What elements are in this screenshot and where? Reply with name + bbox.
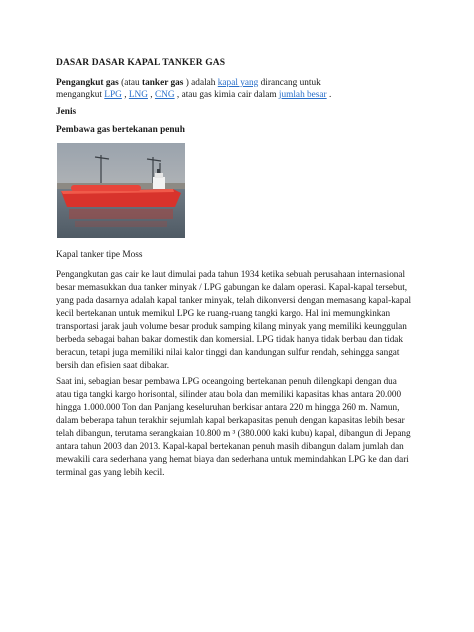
paragraph-2: [56, 375, 411, 479]
intro-line-1: [56, 77, 321, 89]
intro-text: ) adalah: [183, 78, 218, 88]
paragraph-line: antara tahun 2003 dan 2013. Kapal-kapal bertekanan penuh masih dibangun dalam jumlah dan: [56, 441, 404, 451]
link-kapal-yang[interactable]: kapal yang: [217, 78, 259, 88]
intro-text: mengangkut: [56, 90, 105, 100]
term-tanker-gas: tanker gas: [142, 78, 184, 88]
tanker-photo: [57, 143, 185, 238]
paragraph-line: hingga 1.000.000 Ton dan Panjang keseluruhan berkisar antara 220 m hingga 260 m. Namun,: [56, 402, 400, 412]
paragraph-line: beracun, tetapi juga memiliki nilai kalor tinggi dan kandungan sulfur rendah, sehingga sangat: [56, 347, 400, 357]
heading-jenis: Jenis: [56, 107, 77, 117]
paragraph-line: besar memasukkan dua tanker minyak / LPG gabungan ke dalam operasi. Kapal-kapal tersebut,: [56, 282, 408, 292]
paragraph-line: Pengangkutan gas cair ke laut dimulai pada tahun 1934 ketika sebuah perusahaan internasional: [56, 269, 406, 279]
paragraph-line: yang pada dasarnya adalah kapal tanker minyak, telah dikonversi dengan memasang kapal-kapal: [56, 295, 412, 305]
paragraph-line: terminal gas yang lebih kecil.: [56, 467, 165, 477]
paragraph-line: kecil bertekanan untuk memikul LPG ke ruang-ruang tangki kargo. Hal ini memungkinkan: [56, 308, 391, 318]
heading-pembawa-gas: Pembawa gas bertekanan penuh: [56, 125, 185, 135]
paragraph-line: telah dibangun, terutama serangkaian 10.800 m ³ (380.000 kaki kubu) kapal, dibangun di Jepang: [56, 428, 411, 438]
intro-text: dirancang untuk: [258, 78, 321, 88]
document-title: DASAR DASAR KAPAL TANKER GAS: [56, 58, 226, 68]
link-cng[interactable]: CNG: [154, 90, 175, 100]
separator: ,: [147, 90, 155, 100]
intro-line-2: [56, 89, 331, 101]
paragraph-line: atau tiga tangki kargo horisontal, silinder atau bola dan memiliki kapasitas khas antara 20.000: [56, 389, 402, 399]
term-pengangkut-gas: Pengangkut gas: [56, 78, 119, 88]
paragraph-line: bersih dan efisien saat dibakar.: [56, 360, 170, 370]
separator: ,: [121, 90, 129, 100]
intro-text: (atau: [118, 78, 143, 88]
link-lng[interactable]: LNG: [128, 90, 148, 100]
paragraph-line: mewakili cara sederhana yang hemat biaya dan sederhana untuk memindahkan LPG ke dan dari: [56, 454, 409, 464]
intro-text: , atau gas kimia cair dalam: [174, 90, 279, 100]
paragraph-line: dalam beberapa tahun terakhir sejumlah kapal berkapasitas penuh dengan kapasitas lebih besar: [56, 415, 405, 425]
paragraph-line: transportasi jarak jauh volume besar produk samping kilang minyak yang memiliki keunggulan: [56, 321, 407, 331]
photo-caption: Kapal tanker tipe Moss: [56, 250, 143, 260]
paragraph-1: [56, 268, 411, 372]
intro-text: .: [326, 90, 332, 100]
link-lpg[interactable]: LPG: [104, 90, 122, 100]
paragraph-line: Saat ini, sebagian besar pembawa LPG oceangoing bertekanan penuh dilengkapi dengan dua: [56, 376, 397, 386]
paragraph-line: berbeda sebagai bahan bakar domestik dan komersial. LPG tidak hanya tidak berbau dan tidak: [56, 334, 403, 344]
link-jumlah-besar[interactable]: jumlah besar: [278, 90, 327, 100]
